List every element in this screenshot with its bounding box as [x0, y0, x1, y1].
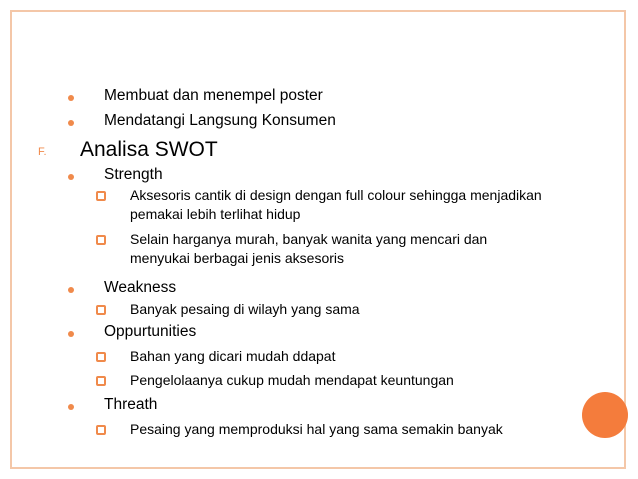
- swot-label-threath: Threath: [104, 396, 158, 413]
- swot-item-line: Bahan yang dicari mudah ddapat: [130, 348, 336, 364]
- checkbox-bullet-icon: [96, 191, 106, 201]
- swot-item-line: Pesaing yang memproduksi hal yang sama semakin banyak: [130, 421, 503, 437]
- bullet-icon: [68, 331, 74, 337]
- swot-item-line: Selain harganya murah, banyak wanita yang mencari dan: [130, 231, 488, 247]
- section-letter: F.: [38, 146, 47, 158]
- section-title: Analisa SWOT: [80, 138, 218, 161]
- bullet-icon: [68, 404, 74, 410]
- swot-item-line: Pengelolaanya cukup mudah mendapat keuntungan: [130, 372, 454, 388]
- bullet-icon: [68, 287, 74, 293]
- swot-item-line: Banyak pesaing di wilayh yang sama: [130, 301, 360, 317]
- checkbox-bullet-icon: [96, 425, 106, 435]
- decorative-circle: [582, 392, 628, 438]
- swot-item-line: menyukai berbagai jenis aksesoris: [130, 250, 344, 266]
- swot-label-oppurtunities: Oppurtunities: [104, 323, 197, 340]
- swot-label-weakness: Weakness: [104, 279, 177, 296]
- checkbox-bullet-icon: [96, 352, 106, 362]
- checkbox-bullet-icon: [96, 235, 106, 245]
- checkbox-bullet-icon: [96, 376, 106, 386]
- list-item-text: Mendatangi Langsung Konsumen: [104, 112, 336, 129]
- checkbox-bullet-icon: [96, 305, 106, 315]
- swot-label-strength: Strength: [104, 166, 163, 183]
- swot-item-line: Aksesoris cantik di design dengan full colour sehingga menjadikan: [130, 187, 542, 203]
- bullet-icon: [68, 174, 74, 180]
- bullet-icon: [68, 120, 74, 126]
- swot-item-line: pemakai lebih terlihat hidup: [130, 206, 301, 222]
- bullet-icon: [68, 95, 74, 101]
- list-item-text: Membuat dan menempel poster: [104, 87, 323, 104]
